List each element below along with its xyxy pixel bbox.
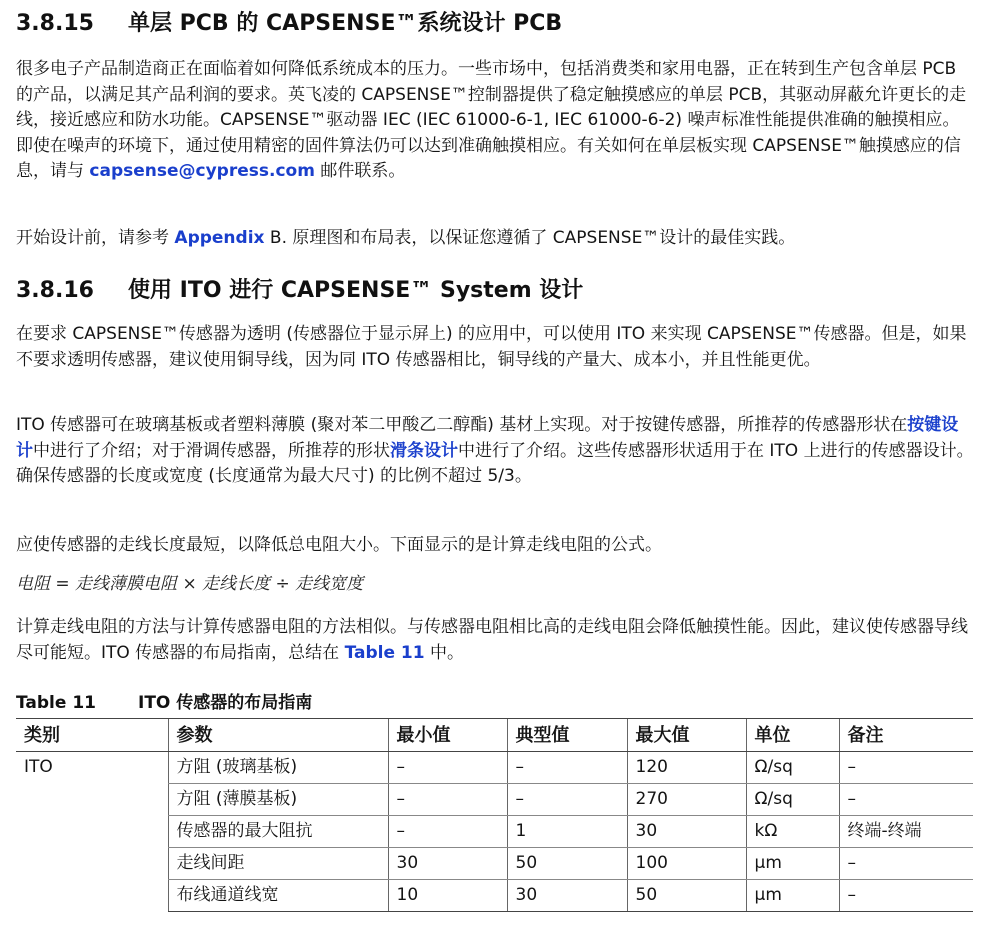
unit-cell: kΩ <box>746 816 839 848</box>
typical-cell: – <box>507 784 627 816</box>
table-title: ITO 传感器的布局指南 <box>138 693 313 713</box>
paragraph-text: 在要求 CAPSENSE™传感器为透明 (传感器位于显示屏上) 的应用中，可以使用 ITO 来实现 CAPSENSE™传感器。但是，如果不要求透明传感器，建议使用铜导线，因为同 ITO 传感器相比，铜导线的产量大、成本小，并且性能更优。 <box>16 324 967 370</box>
unit-cell: μm <box>746 848 839 880</box>
notes-cell: – <box>839 752 973 784</box>
unit-cell: Ω/sq <box>746 784 839 816</box>
resistance-formula: 电阻 = 走线薄膜电阻 × 走线长度 ÷ 走线宽度 <box>16 574 364 594</box>
header-min: 最小值 <box>388 719 507 752</box>
section-heading-3-8-16 <box>16 271 583 311</box>
parameter-cell: 方阻 (玻璃基板) <box>168 752 388 784</box>
typical-cell: 1 <box>507 816 627 848</box>
parameter-cell: 方阻 (薄膜基板) <box>168 784 388 816</box>
min-cell: 10 <box>388 880 507 912</box>
paragraph-ito-substrate <box>16 413 974 490</box>
email-link[interactable]: capsense@cypress.com <box>89 161 315 181</box>
appendix-link[interactable]: Appendix <box>174 228 265 248</box>
table-label: Table 11 <box>16 693 96 713</box>
table-caption <box>16 691 312 715</box>
ito-layout-table <box>16 718 973 912</box>
section-heading-3-8-15 <box>16 4 562 44</box>
header-unit: 单位 <box>746 719 839 752</box>
max-cell: 100 <box>627 848 746 880</box>
slider-design-link[interactable]: 滑条设计 <box>390 440 458 461</box>
header-typical: 典型值 <box>507 719 627 752</box>
notes-cell: – <box>839 848 973 880</box>
min-cell: 30 <box>388 848 507 880</box>
section-number: 3.8.16 <box>16 278 94 303</box>
paragraph-text: 中进行了介绍。这些传感器形状适用于在 ITO 上进行的传感器设计。确保传感器的长度或宽度 (长度通常为最大尺寸) 的比例不超过 5/3。 <box>16 440 974 486</box>
table-row <box>16 752 973 784</box>
paragraph-text: ITO 传感器可在玻璃基板或者塑料薄膜 (聚对苯二甲酸乙二醇酯) 基材上实现。对于按键传感器，所推荐的传感器形状在 <box>16 415 908 435</box>
paragraph-text: 中进行了介绍；对于滑调传感器，所推荐的形状 <box>33 440 390 461</box>
notes-cell: – <box>839 784 973 816</box>
header-notes: 备注 <box>839 719 973 752</box>
min-cell: – <box>388 784 507 816</box>
header-category: 类别 <box>16 719 168 752</box>
paragraph-text-end: 邮件联系。 <box>314 161 406 181</box>
paragraph-text-end: B. 原理图和布局表，以保证您遵循了 CAPSENSE™设计的最佳实践。 <box>264 228 796 248</box>
typical-cell: 30 <box>507 880 627 912</box>
paragraph-single-layer-pcb <box>16 57 974 185</box>
typical-cell: – <box>507 752 627 784</box>
paragraph-text: 应使传感器的走线长度最短，以降低总电阻大小。下面显示的是计算走线电阻的公式。 <box>16 535 662 555</box>
paragraph-appendix-reference <box>16 226 974 252</box>
unit-cell: Ω/sq <box>746 752 839 784</box>
unit-cell: μm <box>746 880 839 912</box>
max-cell: 50 <box>627 880 746 912</box>
parameter-cell: 传感器的最大阻抗 <box>168 816 388 848</box>
paragraph-text-end: 中。 <box>424 642 464 663</box>
paragraph-trace-length <box>16 533 974 559</box>
category-cell: ITO <box>24 757 53 777</box>
table-11-link[interactable]: Table 11 <box>344 642 425 663</box>
parameter-cell: 布线通道线宽 <box>168 880 388 912</box>
section-title: 单层 PCB 的 CAPSENSE™系统设计 PCB <box>128 11 563 36</box>
paragraph-ito-transparent <box>16 322 974 373</box>
min-cell: – <box>388 816 507 848</box>
table-header-row <box>16 719 973 752</box>
section-title: 使用 ITO 进行 CAPSENSE™ System 设计 <box>128 278 584 303</box>
paragraph-text: 计算走线电阻的方法与计算传感器电阻的方法相似。与传感器电阻相比高的走线电阻会降低触摸性能。因此，建议使传感器导线尽可能短。ITO 传感器的布局指南，总结在 <box>16 617 968 663</box>
notes-cell: 终端-终端 <box>839 816 973 848</box>
button-design-link[interactable]: 按键设计 <box>16 415 959 461</box>
typical-cell: 50 <box>507 848 627 880</box>
paragraph-text: 开始设计前，请参考 <box>16 228 175 248</box>
max-cell: 30 <box>627 816 746 848</box>
max-cell: 120 <box>627 752 746 784</box>
header-parameter: 参数 <box>168 719 388 752</box>
parameter-cell: 走线间距 <box>168 848 388 880</box>
notes-cell: – <box>839 880 973 912</box>
min-cell: – <box>388 752 507 784</box>
section-number: 3.8.15 <box>16 11 94 36</box>
paragraph-text: 很多电子产品制造商正在面临着如何降低系统成本的压力。一些市场中，包括消费类和家用电器，正在转到生产包含单层 PCB 的产品，以满足其产品利润的要求。英飞凌的 CAPSENSE™控制器提供了稳定触摸感应的单层 PCB，其驱动屏蔽允许更长的走线，接近感应和防水功能。CAPSENSE™驱动器 IEC (IEC 61000-6-1, IEC 61000-6-2) 噪声标准性能提供准确的触摸相应。即使在噪声的环境下，通过使用精密的固件算法仍可以达到准确触摸相应。有关如何在单层板实现 CAPSENSE™触摸感应的信息，请与 <box>16 59 967 181</box>
paragraph-trace-resistance <box>16 615 974 666</box>
header-max: 最大值 <box>627 719 746 752</box>
max-cell: 270 <box>627 784 746 816</box>
